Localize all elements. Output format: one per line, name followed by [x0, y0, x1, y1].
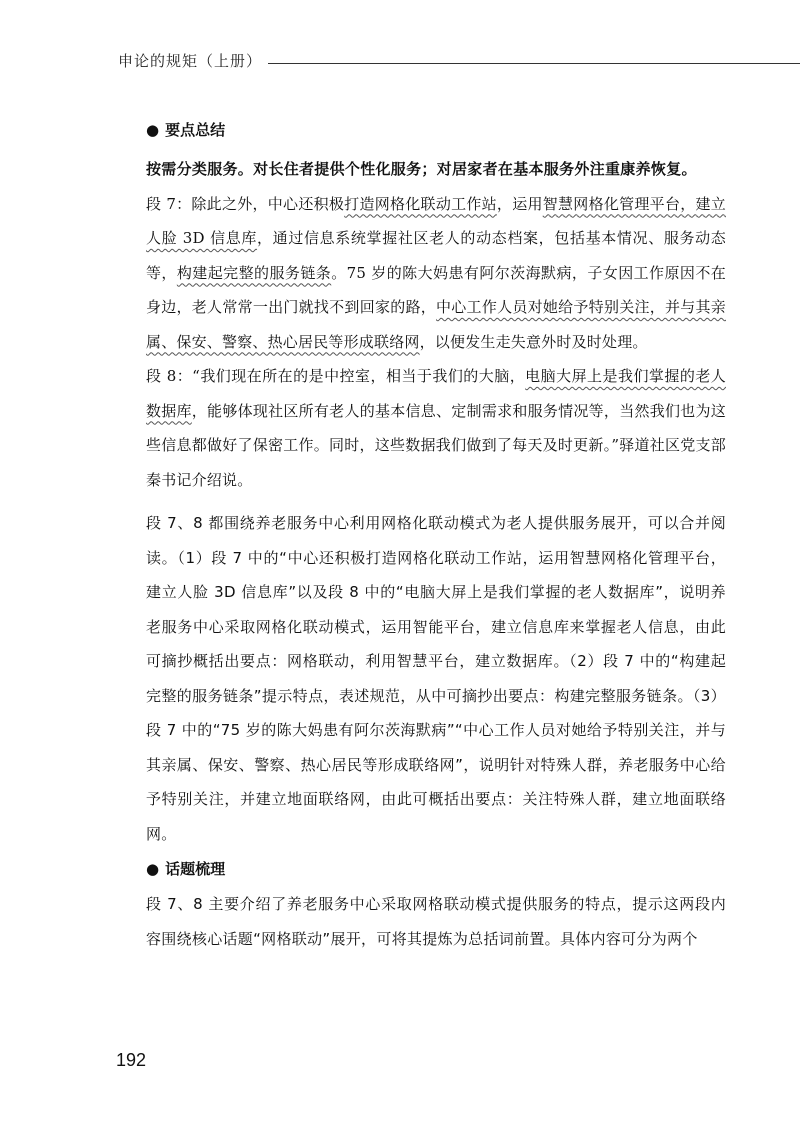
p7-text: 段 7：除此之外，中心还积极 — [146, 194, 345, 213]
p7-text: 。75 岁的陈大妈患有阿尔茨海默病，子女因工作原因不在身边，老人常常一出门就找不到回家的路， — [146, 263, 726, 316]
bullet-icon: ● — [146, 121, 160, 139]
summary-text: 按需分类服务。对长住者提供个性化服务；对居家者在基本服务外注重康养恢复。 — [146, 160, 697, 178]
analysis-paragraph — [146, 506, 726, 851]
p7-text: ，运用 — [496, 194, 543, 213]
paragraph-8 — [146, 359, 726, 497]
p8-text: ，能够体现社区所有老人的基本信息、定制需求和服务情况等，当然我们也为这些信息都做好了保密工作。同时，这些数据我们做到了每天及时更新。”驿道社区党支部秦书记介绍说。 — [146, 401, 726, 489]
p7-underline-1: 打造网格化联动工作站 — [344, 194, 497, 213]
p7-underline-2: 智慧网格化管理平台，建立人脸 3D 信息库 — [146, 194, 726, 247]
running-header — [118, 44, 718, 74]
p7-text: ，以便发生走失意外时及时处理。 — [419, 332, 648, 351]
header-rule — [268, 63, 800, 64]
analysis-text: 段 7、8 都围绕养老服务中心利用网格化联动模式为老人提供服务展开，可以合并阅读。（1）段 7 中的“中心还积极打造网格化联动工作站，运用智慧网格化管理平台，建立人脸 3D 信息库”以及段 8 中的“电脑大屏上是我们掌握的老人数据库”，说明养老服务中心采取网格化联动模式，运用智能平台，建立信息库来掌握老人信息，由此可摘抄概括出要点：网格联动，利用智慧平台，建立数据库。（2）段 7 中的“构建起完整的服务链条”提示特点，表述规范，从中可摘抄出要点：构建完整服务链条。（3）段 7 中的“75 岁的陈大妈患有阿尔茨海默病”“中心工作人员对她给予特别关注，并与其亲属、保安、警察、热心居民等形成联络网”，说明针对特殊人群，养老服务中心给予特别关注，并建立地面联络网，由此可概括出要点：关注特殊人群，建立地面联络网。 — [146, 514, 726, 843]
p7-underline-4: 中心工作人员对她给予特别关注，并与其亲属、保安、警察、热心居民等形成联络网 — [146, 298, 726, 351]
topic-paragraph — [146, 887, 726, 956]
p8-text: 段 8：“我们现在所在的是中控室，相当于我们的大脑， — [146, 367, 526, 385]
topic-text: 段 7、8 主要介绍了养老服务中心采取网格联动模式提供服务的特点，提示这两段内容围绕核心话题“网格联动”展开，可将其提炼为总括词前置。具体内容可分为两个 — [146, 895, 726, 948]
section-heading-topic — [146, 851, 726, 887]
p8-underline-1: 电脑大屏上是我们掌握的老人数据库 — [146, 367, 726, 420]
bullet-icon: ● — [146, 860, 160, 878]
heading-text: 话题梳理 — [165, 860, 226, 878]
paragraph-7 — [146, 187, 726, 360]
p7-text: ，通过信息系统掌握社区老人的动态档案，包括基本情况、服务动态等， — [146, 229, 726, 282]
page-content — [146, 112, 726, 956]
p7-underline-3: 构建起完整的服务链条 — [176, 263, 332, 282]
page-number: 192 — [116, 1050, 147, 1070]
heading-text: 要点总结 — [165, 121, 226, 139]
section-heading-key-points — [146, 112, 726, 148]
header-title: 申论的规矩（上册） — [118, 52, 263, 70]
key-points-summary — [146, 152, 726, 187]
